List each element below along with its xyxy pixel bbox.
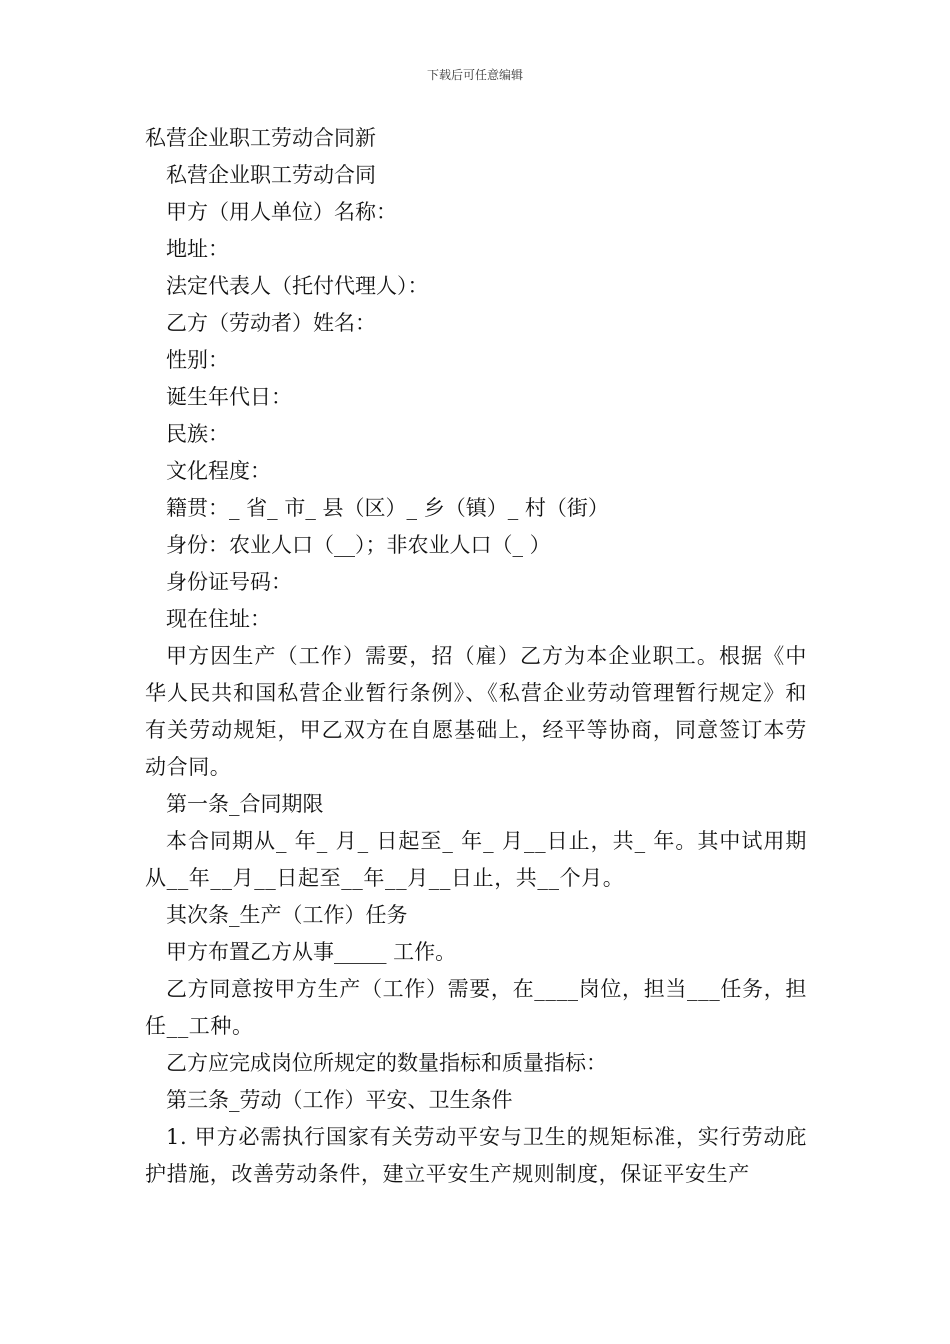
ethnicity-field: 民族： xyxy=(166,422,229,446)
contract-heading: 私营企业职工劳动合同 xyxy=(166,163,376,187)
header-note: 下载后可任意编辑 xyxy=(426,68,523,82)
legal-representative-field: 法定代表人（托付代理人）： xyxy=(166,274,429,298)
intro-paragraph: 甲方因生产（工作）需要，招（雇）乙方为本企业职工。根据《中华人民共和国私营企业暂行条例》、《私营企业劳动管理暂行规定》和有关劳动规矩，甲乙双方在自愿基础上，经平等协商，同意签订本劳动合同。 xyxy=(145,644,807,779)
household-status-field: 身份：农业人口（__）；非农业人口（_ ） xyxy=(166,533,551,557)
current-address-field: 现在住址： xyxy=(166,607,271,631)
article-2-assignment: 甲方布置乙方从事_____ 工作。 xyxy=(166,940,457,964)
article-2-targets: 乙方应完成岗位所规定的数量指标和质量指标： xyxy=(166,1051,607,1075)
gender-field: 性别： xyxy=(166,348,229,372)
id-number-field: 身份证号码： xyxy=(166,570,292,594)
article-2-title: 其次条_生产（工作）任务 xyxy=(166,903,408,927)
article-3-item-1: 1. 甲方必需执行国家有关劳动平安与卫生的规矩标准，实行劳动庇护措施，改善劳动条件，建立平安生产规则制度，保证平安生产 xyxy=(145,1125,807,1186)
document-body xyxy=(145,120,807,1193)
address-field: 地址： xyxy=(166,237,229,261)
article-2-position: 乙方同意按甲方生产（工作）需要，在____岗位，担当___任务，担任__工种。 xyxy=(145,977,807,1038)
party-a-name-field: 甲方（用人单位）名称： xyxy=(166,200,397,224)
article-1-title: 第一条_合同期限 xyxy=(166,792,324,816)
education-field: 文化程度： xyxy=(166,459,271,483)
native-place-field: 籍贯：_ 省_ 市_ 县（区）_ 乡（镇）_ 村（街） xyxy=(166,496,609,520)
party-b-name-field: 乙方（劳动者）姓名： xyxy=(166,311,376,335)
birth-date-field: 诞生年代日： xyxy=(166,385,292,409)
article-3-title: 第三条_劳动（工作）平安、卫生条件 xyxy=(166,1088,513,1112)
document-title: 私营企业职工劳动合同新 xyxy=(145,126,376,150)
article-1-body: 本合同期从_ 年_ 月_ 日起至_ 年_ 月__日止，共_ 年。其中试用期从__年__月__日起至__年__月__日止，共__个月。 xyxy=(145,829,807,890)
